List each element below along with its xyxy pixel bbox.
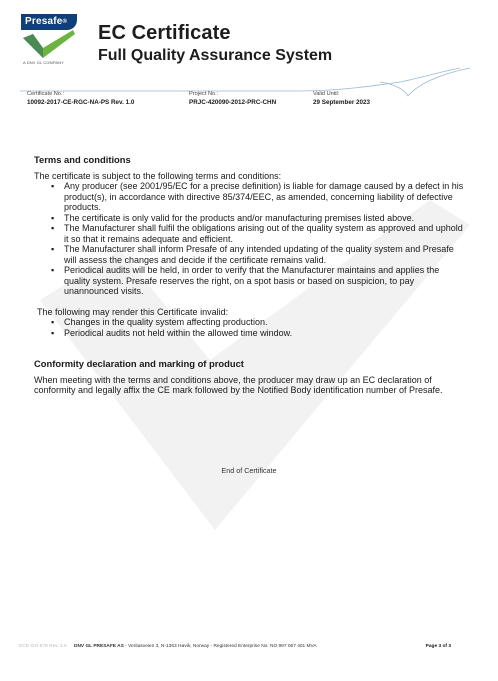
certificate-number-field: [27, 91, 134, 106]
list-item: ▪ Periodical audits will be held, in order to verify that the Manufacturer maintains and applies the quality system. Presafe reserves the right, on a spot basis or based on suspicion, to pay unannounced visits.: [34, 265, 464, 297]
terms-list: [34, 181, 464, 297]
logo-brand-text: Presafe: [25, 16, 63, 27]
project-number-label: Project No.:: [189, 91, 219, 97]
list-item: ▪ The certificate is only valid for the products and/or manufacturing premises listed above.: [34, 213, 464, 224]
certificate-number-value: 10092-2017-CE-RGC-NA-PS Rev. 1.0: [27, 99, 135, 106]
invalid-intro: The following may render this Certificate invalid:: [37, 306, 229, 317]
valid-until-label: Valid Until:: [313, 91, 340, 97]
certificate-number-label: Certificate No.:: [27, 91, 64, 97]
footer-separator: -: [210, 644, 213, 649]
logo-check-icon: [21, 28, 77, 60]
page-subtitle: Full Quality Assurance System: [98, 47, 333, 64]
project-number-value: PRJC-420090-2012-PRC-CHN: [189, 99, 277, 106]
logo-registered-mark: ®: [62, 19, 68, 25]
conformity-heading: Conformity declaration and marking of product: [34, 358, 244, 369]
project-number-field: [189, 91, 276, 106]
footer-address: Veritasveien 3, N-1363 Høvik, Norway: [128, 644, 210, 649]
list-item: ▪ Periodical audits not held within the allowed time window.: [34, 328, 464, 339]
logo-tagline: A DNV GL COMPANY: [23, 60, 64, 65]
list-item: ▪ Any producer (see 2001/95/EC for a precise definition) is liable for damage caused by a defect in his product(s), in accordance with directive 85/374/EEC, as amended, concerning liability of defective products.: [34, 181, 464, 213]
footer-separator: -: [125, 644, 127, 649]
list-item: ▪ The Manufacturer shall fulfil the obligations arising out of the quality system as approved and uphold it so that it remains adequate and efficient.: [34, 223, 464, 244]
valid-until-field: [313, 91, 370, 106]
end-of-certificate: End of Certificate: [221, 466, 277, 475]
footer-registration: Registered Enterprise No: NO 997 067 401 MVA: [213, 644, 317, 649]
footer-form-code: ECD-GO-878 Rev. 1.0: [19, 644, 67, 649]
terms-intro: The certificate is subject to the following terms and conditions:: [34, 170, 282, 181]
conformity-text: When meeting with the terms and conditions above, the producer may draw up an EC declaration of conformity and legally affix the CE mark followed by the Notified Body identification number of Presafe.: [34, 374, 443, 395]
footer-company: DNV GL PRESAFE AS: [73, 644, 124, 649]
terms-heading: Terms and conditions: [34, 154, 131, 165]
page-number: Page 3 of 3: [425, 644, 451, 649]
page-title: EC Certificate: [98, 22, 231, 44]
list-item: ▪ Changes in the quality system affecting production.: [34, 317, 464, 328]
page-footer: [19, 644, 451, 649]
invalid-conditions-list: [34, 317, 464, 338]
certificate-body: [34, 155, 464, 396]
valid-until-value: 29 September 2023: [313, 99, 371, 106]
list-item: ▪ The Manufacturer shall inform Presafe of any intended updating of the quality system and Presafe will assess the changes and decide if the certificate remains valid.: [34, 244, 464, 265]
